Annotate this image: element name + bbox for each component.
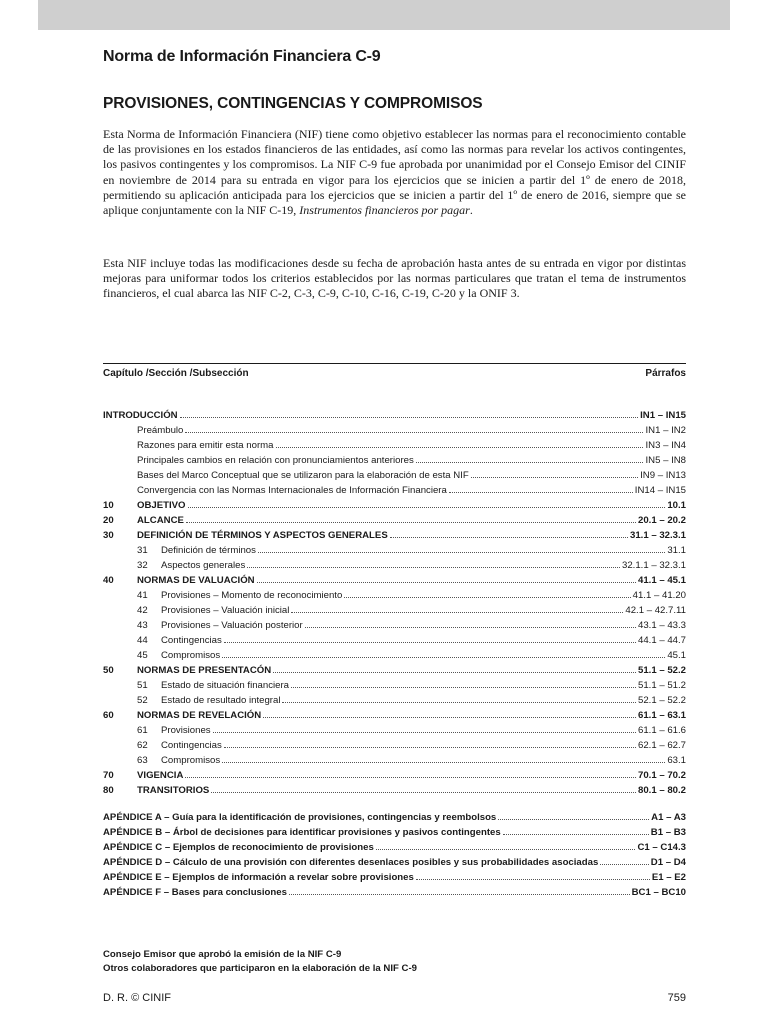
toc-section-number: 43 — [137, 620, 148, 631]
toc-row[interactable] — [103, 408, 686, 422]
toc-paragraph-range: IN1 – IN15 — [640, 410, 686, 421]
toc-leader-dots — [344, 588, 630, 598]
toc-header-right: Párrafos — [645, 368, 686, 379]
toc-entry-label: Contingencias — [161, 635, 222, 646]
toc-paragraph-range: 44.1 – 44.7 — [637, 635, 686, 646]
footer-line-1[interactable]: Consejo Emisor que aprobó la emisión de la NIF C-9 — [103, 949, 342, 960]
toc-entry-label: INTRODUCCIÓN — [103, 410, 178, 421]
toc-leader-dots — [503, 825, 649, 835]
toc-entry-label: VIGENCIA — [137, 770, 184, 781]
toc-leader-dots — [289, 885, 630, 895]
toc-row[interactable] — [103, 708, 686, 722]
toc-row[interactable] — [103, 453, 686, 467]
toc-entry-label: Estado de resultado integral — [161, 695, 281, 706]
toc-row[interactable] — [103, 870, 686, 884]
toc-row[interactable] — [103, 648, 686, 662]
toc-row[interactable] — [103, 885, 686, 899]
toc-paragraph-range: B1 – B3 — [650, 827, 686, 838]
intro-paragraph-1 — [103, 127, 686, 218]
toc-leader-dots — [258, 543, 665, 553]
toc-entry-label: Compromisos — [161, 755, 221, 766]
toc-paragraph-range: 10.1 — [667, 500, 686, 511]
toc-paragraph-range: 51.1 – 52.2 — [637, 665, 686, 676]
toc-entry-label: Principales cambios en relación con pronunciamientos anteriores — [137, 455, 414, 466]
toc-chapter-number: 60 — [103, 710, 114, 721]
toc-leader-dots — [222, 753, 665, 763]
toc-leader-dots — [180, 408, 639, 418]
toc-row[interactable] — [103, 783, 686, 797]
toc-entry-label: NORMAS DE VALUACIÓN — [137, 575, 255, 586]
toc-section-number: 41 — [137, 590, 148, 601]
toc-paragraph-range: 61.1 – 61.6 — [637, 725, 686, 736]
toc-paragraph-range: IN5 – IN8 — [645, 455, 686, 466]
toc-leader-dots — [224, 738, 636, 748]
toc-row[interactable] — [103, 468, 686, 482]
toc-entry-label: APÉNDICE D – Cálculo de una provisión con diferentes desenlaces posibles y sus probabilidades asociadas — [103, 857, 599, 868]
toc-row[interactable] — [103, 483, 686, 497]
toc-row[interactable] — [103, 855, 686, 869]
toc-leader-dots — [185, 423, 643, 433]
toc-paragraph-range: 32.1.1 – 32.3.1 — [621, 560, 686, 571]
toc-section-number: 44 — [137, 635, 148, 646]
toc-leader-dots — [273, 663, 636, 673]
toc-paragraph-range: 70.1 – 70.2 — [637, 770, 686, 781]
toc-leader-dots — [213, 723, 636, 733]
intro-p1-end: . — [469, 203, 473, 218]
toc-leader-dots — [247, 558, 620, 568]
toc-entry-label: Preámbulo — [137, 425, 184, 436]
toc-row[interactable] — [103, 678, 686, 692]
toc-paragraph-range: 63.1 — [667, 755, 686, 766]
toc-leader-dots — [390, 528, 628, 538]
toc-entry-label: Estado de situación financiera — [161, 680, 289, 691]
toc-paragraph-range: BC1 – BC10 — [631, 887, 686, 898]
toc-paragraph-range: 45.1 — [667, 650, 686, 661]
intro-p1-italic: Instrumentos financieros por pagar — [299, 203, 470, 218]
toc-row[interactable] — [103, 603, 686, 617]
toc-leader-dots — [416, 870, 650, 880]
toc-chapter-number: 80 — [103, 785, 114, 796]
toc-entry-label: Razones para emitir esta norma — [137, 440, 274, 451]
toc-entry-label: Compromisos — [161, 650, 221, 661]
toc-paragraph-range: E1 – E2 — [651, 872, 686, 883]
toc-section-number: 63 — [137, 755, 148, 766]
toc-chapter-number: 40 — [103, 575, 114, 586]
toc-header-left: Capítulo /Sección /Subsección — [103, 368, 249, 379]
toc-section-number: 61 — [137, 725, 148, 736]
toc-paragraph-range: 31.1 — [667, 545, 686, 556]
toc-entry-label: Bases del Marco Conceptual que se utilizaron para la elaboración de esta NIF — [137, 470, 469, 481]
toc-leader-dots — [282, 693, 636, 703]
toc-paragraph-range: IN14 – IN15 — [634, 485, 686, 496]
toc-leader-dots — [263, 708, 636, 718]
toc-paragraph-range: 51.1 – 51.2 — [637, 680, 686, 691]
toc-leader-dots — [291, 678, 636, 688]
toc-entry-label: Aspectos generales — [161, 560, 246, 571]
toc-chapter-number: 20 — [103, 515, 114, 526]
toc-paragraph-range: 62.1 – 62.7 — [637, 740, 686, 751]
toc-section-number: 51 — [137, 680, 148, 691]
toc-row[interactable] — [103, 663, 686, 677]
toc-entry-label: Definición de términos — [161, 545, 256, 556]
toc-row[interactable] — [103, 558, 686, 572]
section-title: PROVISIONES, CONTINGENCIAS Y COMPROMISOS — [103, 95, 483, 112]
toc-paragraph-range: 52.1 – 52.2 — [637, 695, 686, 706]
toc-row[interactable] — [103, 513, 686, 527]
toc-leader-dots — [600, 855, 649, 865]
toc-row[interactable] — [103, 810, 686, 824]
toc-paragraph-range: C1 – C14.3 — [637, 842, 686, 853]
toc-paragraph-range: D1 – D4 — [650, 857, 686, 868]
toc-section-number: 45 — [137, 650, 148, 661]
toc-paragraph-range: 41.1 – 41.20 — [632, 590, 686, 601]
toc-entry-label: NORMAS DE REVELACIÓN — [137, 710, 262, 721]
toc-leader-dots — [291, 603, 623, 613]
toc-row[interactable] — [103, 723, 686, 737]
toc-row[interactable] — [103, 588, 686, 602]
toc-entry-label: Convergencia con las Normas Internacionales de Información Financiera — [137, 485, 447, 496]
toc-row[interactable] — [103, 693, 686, 707]
toc-leader-dots — [257, 573, 636, 583]
toc-leader-dots — [185, 768, 636, 778]
toc-entry-label: APÉNDICE A – Guía para la identificación de provisiones, contingencias y reembolsos — [103, 812, 497, 823]
toc-leader-dots — [186, 513, 636, 523]
toc-paragraph-range: IN1 – IN2 — [645, 425, 686, 436]
toc-entry-label: DEFINICIÓN DE TÉRMINOS Y ASPECTOS GENERALES — [137, 530, 388, 541]
toc-paragraph-range: 20.1 – 20.2 — [637, 515, 686, 526]
toc-paragraph-range: 31.1 – 32.3.1 — [629, 530, 686, 541]
document-title: Norma de Información Financiera C-9 — [103, 48, 381, 65]
toc-chapter-number: 50 — [103, 665, 114, 676]
toc-section-number: 62 — [137, 740, 148, 751]
toc-section-number: 42 — [137, 605, 148, 616]
toc-row[interactable] — [103, 618, 686, 632]
toc-paragraph-range: 80.1 – 80.2 — [637, 785, 686, 796]
toc-entry-label: ALCANCE — [137, 515, 184, 526]
toc-row[interactable] — [103, 768, 686, 782]
toc-paragraph-range: 41.1 – 45.1 — [637, 575, 686, 586]
copyright: D. R. © CINIF — [103, 992, 171, 1004]
page-number: 759 — [667, 992, 686, 1004]
toc-entry-label: Contingencias — [161, 740, 222, 751]
toc-entry-label: Provisiones – Valuación posterior — [161, 620, 303, 631]
toc-entry-label: Provisiones – Valuación inicial — [161, 605, 290, 616]
toc-entry-label: APÉNDICE F – Bases para conclusiones — [103, 887, 287, 898]
toc-entry-label: Provisiones — [161, 725, 211, 736]
footer-credits — [103, 948, 417, 976]
toc-chapter-number: 70 — [103, 770, 114, 781]
toc-section-number: 52 — [137, 695, 148, 706]
toc-paragraph-range: 43.1 – 43.3 — [637, 620, 686, 631]
toc-paragraph-range: IN3 – IN4 — [645, 440, 686, 451]
toc-entry-label: TRANSITORIOS — [137, 785, 210, 796]
toc-row[interactable] — [103, 738, 686, 752]
toc-paragraph-range: 61.1 – 63.1 — [637, 710, 686, 721]
toc-leader-dots — [276, 438, 644, 448]
toc-entry-label: APÉNDICE C – Ejemplos de reconocimiento de provisiones — [103, 842, 374, 853]
toc-entry-label: APÉNDICE E – Ejemplos de información a revelar sobre provisiones — [103, 872, 414, 883]
toc-entry-label: NORMAS DE PRESENTACÓN — [137, 665, 272, 676]
toc-section-number: 31 — [137, 545, 148, 556]
toc-leader-dots — [498, 810, 649, 820]
toc-row[interactable] — [103, 543, 686, 557]
toc-entry-label: Provisiones – Momento de reconocimiento — [161, 590, 343, 601]
toc-leader-dots — [222, 648, 665, 658]
toc-leader-dots — [188, 498, 666, 508]
toc-leader-dots — [305, 618, 636, 628]
toc-top-rule — [103, 363, 686, 364]
toc-row[interactable] — [103, 633, 686, 647]
toc-chapter-number: 30 — [103, 530, 114, 541]
toc-leader-dots — [449, 483, 633, 493]
toc-row[interactable] — [103, 423, 686, 437]
toc-paragraph-range: A1 – A3 — [651, 812, 686, 823]
toc-row[interactable] — [103, 840, 686, 854]
toc-row[interactable] — [103, 573, 686, 587]
intro-paragraph-2: Esta NIF incluye todas las modificaciones desde su fecha de aprobación hasta antes de su entrada en vigor por distintas mejoras para uniformar todos los criterios establecidos por las normas particulares que tratan el tema de instrumentos financieros, el cual abarca las NIF C-2, C-3, C-9, C-10, C-16, C-19, C-20 y la ONIF 3. — [103, 256, 686, 301]
toc-paragraph-range: IN9 – IN13 — [640, 470, 686, 481]
footer-line-2[interactable]: Otros colaboradores que participaron en la elaboración de la NIF C-9 — [103, 963, 418, 974]
intro-p1-text: Esta Norma de Información Financiera (NIF) tiene como objetivo establecer las normas para el reconocimiento contable de las provisiones en los estados financieros de las entidades, así como las normas para revelar los activos contingentes, los pasivos contingentes y los compromisos. La NIF C-9 fue aprobada por unanimidad por el Consejo Emisor del CINIF en noviembre de 2014 para su entrada en vigor para los ejercicios que se inicien a partir del 1º de enero de 2018, permitiendo su aplicación anticipada para los ejercicios que se inicien a partir del 1º de enero de 2016, siempre que se aplique conjuntamente con la NIF C-19, — [103, 127, 686, 218]
toc-leader-dots — [224, 633, 636, 643]
toc-entry-label: OBJETIVO — [137, 500, 186, 511]
toc-chapter-number: 10 — [103, 500, 114, 511]
toc-row[interactable] — [103, 438, 686, 452]
toc-row[interactable] — [103, 753, 686, 767]
toc-row[interactable] — [103, 825, 686, 839]
top-gray-bar — [38, 0, 730, 30]
toc-paragraph-range: 42.1 – 42.7.11 — [625, 605, 686, 616]
toc-row[interactable] — [103, 528, 686, 542]
toc-leader-dots — [416, 453, 644, 463]
toc-leader-dots — [471, 468, 638, 478]
toc-row[interactable] — [103, 498, 686, 512]
toc-leader-dots — [211, 783, 636, 793]
toc-entry-label: APÉNDICE B – Árbol de decisiones para identificar provisiones y pasivos contingentes — [103, 827, 501, 838]
toc-section-number: 32 — [137, 560, 148, 571]
toc-leader-dots — [376, 840, 636, 850]
toc-header — [103, 368, 686, 379]
